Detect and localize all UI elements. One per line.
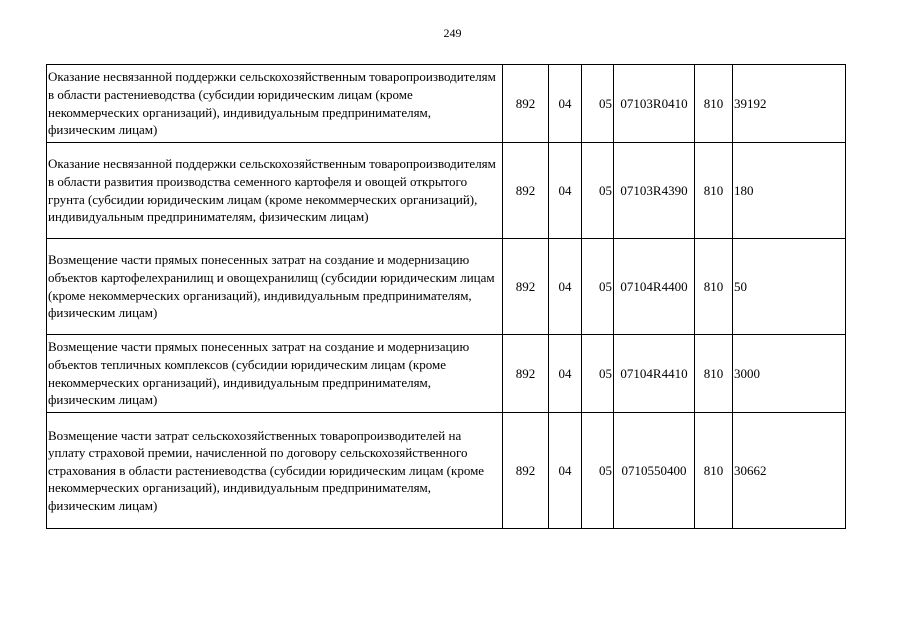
subsection-code: 05 [582,65,614,143]
row-description: Возмещение части прямых понесенных затрат на создание и модернизацию объектов картофелехранилищ и овощехранилищ (субсидии юридическим лицам (кроме некоммерческих организаций), индивидуальным предпринимателям, физическим лицам) [47,239,503,335]
target-article-code: 07104R4400 [614,239,695,335]
ministry-code: 892 [503,335,549,413]
row-description: Оказание несвязанной поддержки сельскохозяйственным товаропроизводителям в области развития производства семенного картофеля и овощей открытого грунта (субсидии юридическим лицам (кроме некоммерческих организаций), индивидуальным предпринимателям, физическим лицам) [47,143,503,239]
subsection-code: 05 [582,239,614,335]
expense-type-code: 810 [695,239,733,335]
table-row [47,143,846,239]
section-code: 04 [549,413,582,529]
section-code: 04 [549,143,582,239]
expense-type-code: 810 [695,143,733,239]
subsection-code: 05 [582,143,614,239]
table-row [47,413,846,529]
expense-type-code: 810 [695,335,733,413]
expense-type-code: 810 [695,65,733,143]
expense-type-code: 810 [695,413,733,529]
row-description: Оказание несвязанной поддержки сельскохозяйственным товаропроизводителям в области растениеводства (субсидии юридическим лицам (кроме некоммерческих организаций), индивидуальным предпринимателям, физическим лицам) [47,65,503,143]
section-code: 04 [549,65,582,143]
budget-table [46,64,846,529]
target-article-code: 0710550400 [614,413,695,529]
amount-value: 180 [733,143,846,239]
target-article-code: 07104R4410 [614,335,695,413]
subsection-code: 05 [582,413,614,529]
subsection-code: 05 [582,335,614,413]
amount-value: 50 [733,239,846,335]
ministry-code: 892 [503,239,549,335]
section-code: 04 [549,335,582,413]
ministry-code: 892 [503,143,549,239]
row-description: Возмещение части прямых понесенных затрат на создание и модернизацию объектов тепличных комплексов (субсидии юридическим лицам (кроме некоммерческих организаций), индивидуальным предпринимателям, физическим лицам) [47,335,503,413]
table-row [47,239,846,335]
amount-value: 3000 [733,335,846,413]
target-article-code: 07103R0410 [614,65,695,143]
section-code: 04 [549,239,582,335]
table-row [47,335,846,413]
table-row [47,65,846,143]
amount-value: 30662 [733,413,846,529]
ministry-code: 892 [503,65,549,143]
target-article-code: 07103R4390 [614,143,695,239]
ministry-code: 892 [503,413,549,529]
page-number: 249 [443,26,462,40]
row-description: Возмещение части затрат сельскохозяйственных товаропроизводителей на уплату страховой премии, начисленной по договору сельскохозяйственного страхования в области растениеводства (субсидии юридическим лицам (кроме некоммерческих организаций), индивидуальным предпринимателям, физическим лицам) [47,413,503,529]
amount-value: 39192 [733,65,846,143]
